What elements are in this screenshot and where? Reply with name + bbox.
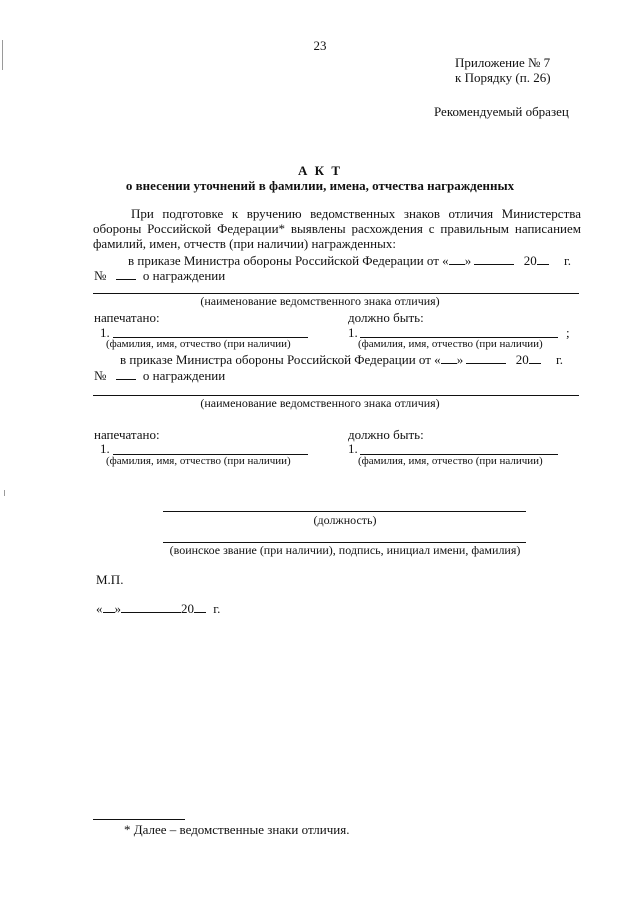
intro-paragraph: При подготовке к вручению ведомственных знаков отличия Министерства обороны Российской Федерации* выявлены расхождения с правильным написанием фамилий, имен, отчеств (при наличии) награжденных: bbox=[93, 206, 581, 251]
section2-award-caption: (наименование ведомственного знака отличия) bbox=[200, 396, 440, 410]
position-caption: (должность) bbox=[313, 513, 377, 527]
section1-item-right: 1. bbox=[348, 325, 358, 340]
section1-semicolon: ; bbox=[566, 325, 570, 340]
section1-should-label: должно быть: bbox=[348, 310, 424, 325]
section2-fio-caption-right: (фамилия, имя, отчество (при наличии) bbox=[358, 455, 543, 467]
section1-printed-label: напечатано: bbox=[94, 310, 160, 325]
document-subtitle: о внесении уточнений в фамилии, имена, отчества награжденных bbox=[125, 178, 515, 193]
section2-order-number-line: № о награждении bbox=[94, 368, 226, 383]
footnote-separator bbox=[93, 819, 185, 820]
section2-order-line: в приказе Министра обороны Российской Федерации от « » 20 г. bbox=[120, 352, 564, 367]
stamp-place: М.П. bbox=[96, 572, 124, 587]
section2-item-right: 1. bbox=[348, 441, 358, 456]
section1-item-left: 1. bbox=[100, 325, 110, 340]
rank-signature-caption: (воинское звание (при наличии), подпись, инициал имени, фамилия) bbox=[169, 543, 521, 557]
section2-printed-label: напечатано: bbox=[94, 427, 160, 442]
position-line bbox=[163, 511, 526, 512]
document-title: А К Т bbox=[298, 163, 342, 178]
section2-should-label: должно быть: bbox=[348, 427, 424, 442]
page-number: 23 bbox=[313, 38, 327, 53]
date-line: « » 20 г. bbox=[96, 601, 221, 616]
section1-fio-caption-left: (фамилия, имя, отчество (при наличии) bbox=[106, 338, 291, 350]
section2-item-left: 1. bbox=[100, 441, 110, 456]
section1-award-caption: (наименование ведомственного знака отличия) bbox=[200, 294, 440, 308]
section1-order-number-line: № о награждении bbox=[94, 268, 226, 283]
section2-fio-caption-left: (фамилия, имя, отчество (при наличии) bbox=[106, 455, 291, 467]
sample-note: Рекомендуемый образец bbox=[434, 104, 569, 119]
section1-order-text: в приказе Министра обороны Российской Федерации от « bbox=[128, 253, 449, 268]
section1-order-line: в приказе Министра обороны Российской Федерации от « » 20 г. bbox=[128, 253, 572, 268]
footnote-text: * Далее – ведомственные знаки отличия. bbox=[124, 822, 350, 837]
scan-edge-mark bbox=[4, 490, 5, 496]
appendix-order-ref: к Порядку (п. 26) bbox=[455, 70, 551, 85]
appendix-number: Приложение № 7 bbox=[455, 55, 551, 70]
section1-fio-caption-right: (фамилия, имя, отчество (при наличии) bbox=[358, 338, 543, 350]
section2-order-text: в приказе Министра обороны Российской Федерации от « bbox=[120, 352, 441, 367]
